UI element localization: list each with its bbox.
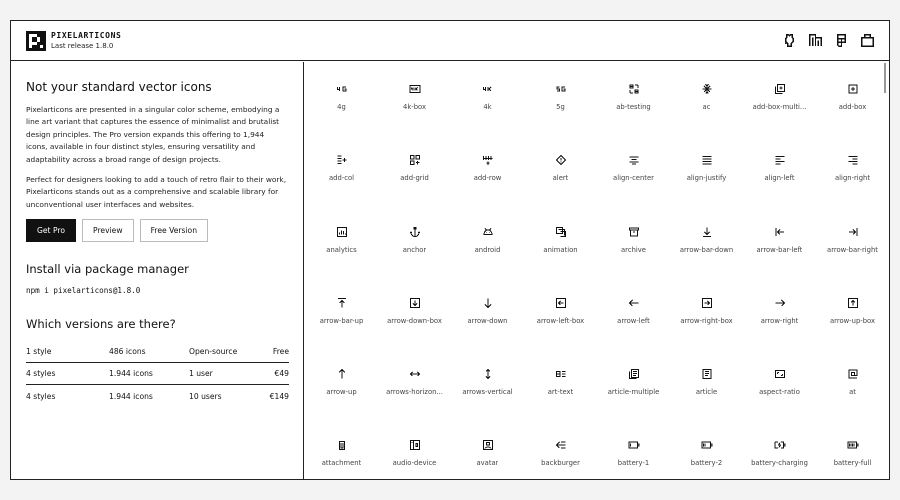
4k-box-icon bbox=[409, 83, 421, 95]
arrow-left-icon bbox=[628, 297, 640, 309]
icon-label: battery-charging bbox=[751, 459, 808, 468]
version-license: Open-source bbox=[189, 347, 238, 357]
arrow-down-icon bbox=[482, 297, 494, 309]
icon-tile[interactable] bbox=[816, 347, 889, 418]
install-title: Install via package manager bbox=[26, 262, 189, 277]
icon-label: ac bbox=[702, 103, 711, 111]
icon-label: add-col bbox=[328, 174, 355, 183]
icon-grid bbox=[305, 62, 889, 480]
analytics-icon bbox=[336, 226, 348, 238]
icon-label: audio-device bbox=[392, 459, 437, 468]
top-bar bbox=[11, 21, 889, 61]
version-license: 1 user bbox=[189, 369, 213, 379]
archive-icon bbox=[628, 226, 640, 238]
align-justify-icon bbox=[701, 154, 713, 166]
gallery-scrollbar[interactable] bbox=[884, 62, 888, 480]
icon-tile[interactable] bbox=[670, 62, 743, 133]
attachment-icon bbox=[336, 439, 348, 451]
battery-full-icon bbox=[847, 439, 859, 451]
icon-tile[interactable] bbox=[670, 418, 743, 480]
icon-tile[interactable] bbox=[597, 347, 670, 418]
version-price: Free bbox=[272, 347, 289, 357]
github-icon[interactable] bbox=[782, 33, 797, 48]
figma-icon[interactable] bbox=[834, 33, 849, 48]
arrow-up-icon bbox=[336, 368, 348, 380]
icon-tile[interactable] bbox=[816, 133, 889, 204]
icon-tile[interactable] bbox=[378, 133, 451, 204]
cta-buttons bbox=[26, 219, 288, 242]
arrow-bar-down-icon bbox=[701, 226, 713, 238]
icon-label: arrow-up bbox=[326, 388, 357, 397]
battery-2-icon bbox=[701, 439, 713, 451]
icon-label: article bbox=[695, 388, 718, 397]
icon-label: arrow-bar-right bbox=[827, 245, 878, 254]
icon-label: arrow-down-box bbox=[387, 316, 442, 325]
icon-label: 5g bbox=[556, 103, 565, 111]
pixelarticons-logo-icon[interactable] bbox=[26, 31, 46, 51]
icon-label: arrow-bar-down bbox=[679, 245, 734, 254]
anchor-icon bbox=[409, 226, 421, 238]
icon-tile[interactable] bbox=[816, 276, 889, 347]
icon-tile[interactable] bbox=[670, 276, 743, 347]
icon-tile[interactable] bbox=[378, 276, 451, 347]
gallery-scroll-thumb[interactable] bbox=[884, 63, 886, 93]
icon-label: add-row bbox=[473, 174, 502, 183]
icon-label: arrow-bar-up bbox=[319, 316, 364, 325]
arrow-right-icon bbox=[774, 297, 786, 309]
arrow-bar-up-icon bbox=[336, 297, 348, 309]
icon-label: android bbox=[474, 245, 501, 254]
animation-icon bbox=[555, 226, 567, 238]
icon-gallery bbox=[305, 62, 889, 480]
battery-charging-icon bbox=[774, 439, 786, 451]
icon-tile[interactable] bbox=[743, 205, 816, 276]
at-icon bbox=[847, 368, 859, 380]
preview-button[interactable]: Preview bbox=[82, 219, 134, 242]
ac-icon bbox=[701, 83, 713, 95]
icon-label: arrow-right-box bbox=[680, 316, 733, 325]
icon-label: 4g bbox=[337, 103, 346, 111]
audio-device-icon bbox=[409, 439, 421, 451]
icon-label: aspect-ratio bbox=[759, 388, 800, 397]
shopping-bag-icon[interactable] bbox=[860, 33, 875, 48]
intro-paragraph-1: Pixelarticons are presented in a singular color scheme, embodying a line art variant that captures the essence of minimalist and brutalist design principles. The Pro version expands this offering to 1,944 icons, available in four distinct styles, ensuring versatility and adaptability across a broad range of design projects. bbox=[26, 105, 280, 164]
icon-label: arrow-up-box bbox=[829, 316, 876, 325]
article-multiple-icon bbox=[628, 368, 640, 380]
icon-tile[interactable] bbox=[743, 418, 816, 480]
icon-tile[interactable] bbox=[743, 276, 816, 347]
version-row bbox=[26, 385, 289, 407]
get-pro-button[interactable]: Get Pro bbox=[26, 219, 76, 242]
icon-tile[interactable] bbox=[816, 62, 889, 133]
version-icons: 486 icons bbox=[109, 347, 146, 357]
icon-label: battery-2 bbox=[690, 459, 723, 468]
align-left-icon bbox=[774, 154, 786, 166]
icon-label: 4k bbox=[483, 103, 492, 111]
icon-tile[interactable] bbox=[597, 418, 670, 480]
arrow-right-box-icon bbox=[701, 297, 713, 309]
icon-tile[interactable] bbox=[451, 276, 524, 347]
add-box-icon bbox=[847, 83, 859, 95]
add-col-icon bbox=[336, 154, 348, 166]
versions-table bbox=[26, 341, 289, 407]
alert-icon bbox=[555, 154, 567, 166]
icon-label: arrows-horizon... bbox=[386, 388, 443, 397]
arrow-bar-left-icon bbox=[774, 226, 786, 238]
icon-tile[interactable] bbox=[305, 418, 378, 480]
icon-label: archive bbox=[621, 245, 646, 254]
brand-name: PIXELARTICONS bbox=[51, 31, 122, 40]
brand bbox=[51, 31, 121, 52]
icon-tile[interactable] bbox=[305, 62, 378, 133]
version-styles: 4 styles bbox=[26, 369, 56, 379]
icon-tile[interactable] bbox=[670, 205, 743, 276]
icon-label: analytics bbox=[326, 245, 357, 254]
intro-title: Not your standard vector icons bbox=[26, 80, 212, 94]
icon-tile[interactable] bbox=[305, 205, 378, 276]
icon-tile[interactable] bbox=[670, 347, 743, 418]
avatar-icon bbox=[482, 439, 494, 451]
4g-icon bbox=[336, 83, 348, 95]
icon-tile[interactable] bbox=[597, 205, 670, 276]
icon-tile[interactable] bbox=[524, 133, 597, 204]
icon-tile[interactable] bbox=[451, 418, 524, 480]
arrow-up-box-icon bbox=[847, 297, 859, 309]
ab-testing-icon bbox=[628, 83, 640, 95]
intro-paragraph-2: Perfect for designers looking to add a touch of retro flair to their work, Pixelarticons stands out as a comprehensive and scalable library for unconventional user interfaces and websites. bbox=[26, 175, 287, 209]
icon-label: battery-full bbox=[833, 459, 872, 468]
icon-tile[interactable] bbox=[378, 347, 451, 418]
icon-tile[interactable] bbox=[305, 276, 378, 347]
icon-tile[interactable] bbox=[524, 205, 597, 276]
icon-label: add-grid bbox=[400, 174, 429, 183]
release-label: Last release 1.8.0 bbox=[51, 42, 114, 50]
icon-label: arrow-right bbox=[760, 316, 799, 325]
versions-title: Which versions are there? bbox=[26, 317, 176, 332]
version-license: 10 users bbox=[189, 391, 222, 401]
icon-tile[interactable] bbox=[305, 347, 378, 418]
add-box-multi-icon bbox=[774, 83, 786, 95]
icon-label: at bbox=[849, 388, 856, 397]
icon-tile[interactable] bbox=[378, 205, 451, 276]
icon-label: add-box bbox=[838, 103, 867, 111]
art-text-icon bbox=[555, 368, 567, 380]
version-styles: 4 styles bbox=[26, 391, 56, 401]
5g-icon bbox=[555, 83, 567, 95]
top-icon-bar bbox=[782, 33, 875, 48]
align-right-icon bbox=[847, 154, 859, 166]
backburger-icon bbox=[555, 439, 567, 451]
icon-label: arrows-vertical bbox=[462, 388, 513, 397]
icon-tile[interactable] bbox=[305, 133, 378, 204]
icon-tile[interactable] bbox=[597, 133, 670, 204]
icon-tile[interactable] bbox=[597, 62, 670, 133]
icon-label: arrow-left bbox=[617, 316, 650, 325]
arrow-left-box-icon bbox=[555, 297, 567, 309]
arrow-bar-right-icon bbox=[847, 226, 859, 238]
arrow-down-box-icon bbox=[409, 297, 421, 309]
icon-tile[interactable] bbox=[451, 62, 524, 133]
version-price: €49 bbox=[274, 369, 289, 379]
icon-tile[interactable] bbox=[743, 133, 816, 204]
icon-tile[interactable] bbox=[451, 205, 524, 276]
layers-icon[interactable] bbox=[808, 33, 823, 48]
icon-tile[interactable] bbox=[743, 347, 816, 418]
version-price: €149 bbox=[269, 391, 289, 401]
icon-tile[interactable] bbox=[451, 133, 524, 204]
arrows-horizon-icon bbox=[409, 368, 421, 380]
icon-label: align-right bbox=[835, 174, 870, 183]
icon-label: align-justify bbox=[686, 174, 727, 183]
android-icon bbox=[482, 226, 494, 238]
icon-label: ab-testing bbox=[616, 103, 651, 111]
arrows-vertical-icon bbox=[482, 368, 494, 380]
icon-label: add-box-multi... bbox=[752, 103, 807, 111]
icon-tile[interactable] bbox=[524, 347, 597, 418]
icon-tile[interactable] bbox=[451, 347, 524, 418]
align-center-icon bbox=[628, 154, 640, 166]
free-version-button[interactable]: Free Version bbox=[140, 219, 208, 242]
icon-label: align-center bbox=[613, 174, 654, 183]
icon-tile[interactable] bbox=[524, 418, 597, 480]
icon-tile[interactable] bbox=[816, 205, 889, 276]
aspect-ratio-icon bbox=[774, 368, 786, 380]
icon-label: arrow-left-box bbox=[536, 316, 585, 325]
icon-tile[interactable] bbox=[378, 418, 451, 480]
version-row bbox=[26, 363, 289, 385]
4k-icon bbox=[482, 83, 494, 95]
icon-label: arrow-bar-left bbox=[756, 245, 803, 254]
icon-tile[interactable] bbox=[670, 133, 743, 204]
icon-tile[interactable] bbox=[597, 276, 670, 347]
add-row-icon bbox=[482, 154, 494, 166]
battery-1-icon bbox=[628, 439, 640, 451]
icon-label: art-text bbox=[547, 388, 574, 397]
icon-label: alert bbox=[552, 174, 569, 183]
icon-label: backburger bbox=[541, 459, 580, 468]
info-panel bbox=[11, 62, 304, 480]
icon-label: avatar bbox=[476, 459, 499, 468]
install-command: npm i pixelarticons@1.8.0 bbox=[26, 286, 141, 296]
icon-tile[interactable] bbox=[743, 62, 816, 133]
icon-tile[interactable] bbox=[816, 418, 889, 480]
article-icon bbox=[701, 368, 713, 380]
icon-label: align-left bbox=[764, 174, 795, 183]
version-row bbox=[26, 341, 289, 363]
icon-label: attachment bbox=[321, 459, 362, 468]
icon-tile[interactable] bbox=[378, 62, 451, 133]
add-grid-icon bbox=[409, 154, 421, 166]
version-icons: 1.944 icons bbox=[109, 391, 153, 401]
app-frame bbox=[10, 20, 890, 480]
icon-label: battery-1 bbox=[617, 459, 650, 468]
icon-tile[interactable] bbox=[524, 276, 597, 347]
version-icons: 1.944 icons bbox=[109, 369, 153, 379]
icon-tile[interactable] bbox=[524, 62, 597, 133]
icon-label: animation bbox=[543, 245, 578, 254]
icon-label: anchor bbox=[402, 245, 427, 254]
version-styles: 1 style bbox=[26, 347, 52, 357]
icon-label: 4k-box bbox=[403, 103, 426, 111]
icon-label: arrow-down bbox=[467, 316, 508, 325]
icon-label: article-multiple bbox=[607, 388, 660, 397]
